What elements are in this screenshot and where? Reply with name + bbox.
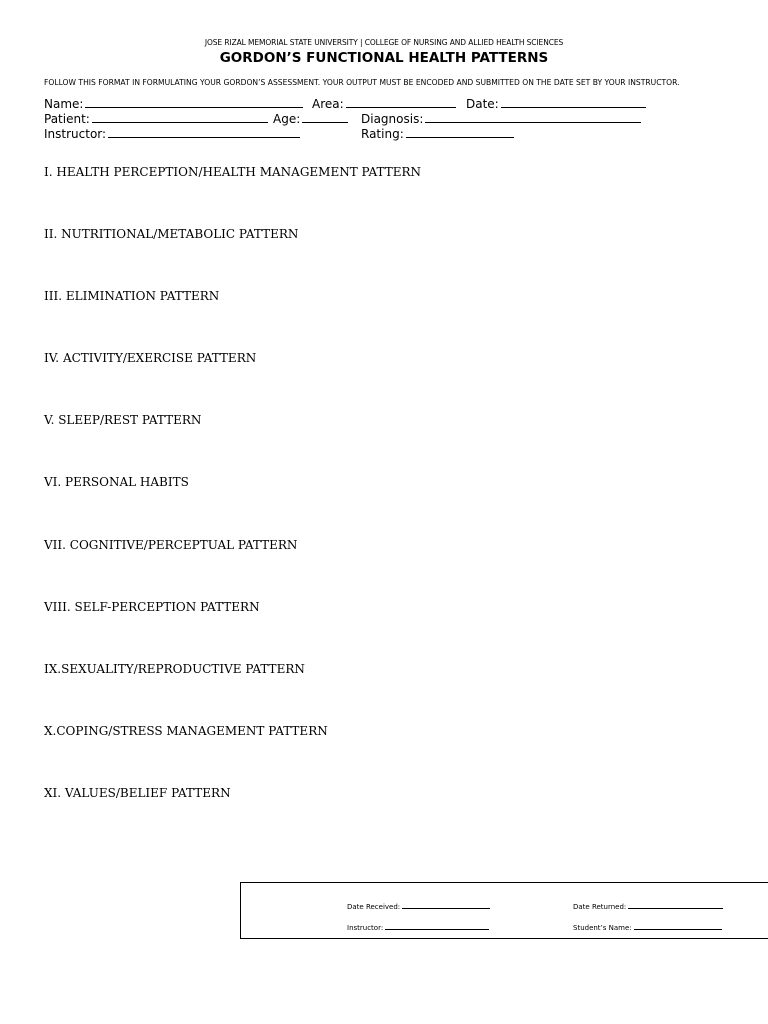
rating-field	[361, 127, 514, 141]
section-heading: IX.SEXUALITY/REPRODUCTIVE PATTERN	[44, 662, 305, 676]
area-label: Area:	[312, 97, 344, 111]
footer-instructor-blank[interactable]	[385, 922, 489, 930]
date-received-label: Date Received:	[347, 903, 401, 911]
section-heading: VIII. SELF-PERCEPTION PATTERN	[44, 600, 260, 614]
patient-label: Patient:	[44, 112, 90, 126]
area-field	[312, 97, 456, 111]
section-heading: V. SLEEP/REST PATTERN	[44, 413, 202, 427]
submission-box	[240, 882, 768, 939]
section-heading: VII. COGNITIVE/PERCEPTUAL PATTERN	[44, 538, 298, 552]
students-name-field	[573, 922, 722, 932]
section-heading: IV. ACTIVITY/EXERCISE PATTERN	[44, 351, 257, 365]
instructions: FOLLOW THIS FORMAT IN FORMULATING YOUR GORDON’S ASSESSMENT. YOUR OUTPUT MUST BE ENCODED AND SUBMITTED ON THE DATE SET BY YOUR INSTRUCTOR.	[44, 78, 680, 87]
date-returned-field	[573, 901, 723, 911]
name-field	[44, 97, 303, 111]
rating-label: Rating:	[361, 127, 404, 141]
date-received-blank[interactable]	[402, 901, 490, 909]
name-label: Name:	[44, 97, 84, 111]
section-heading: I. HEALTH PERCEPTION/HEALTH MANAGEMENT PATTERN	[44, 165, 422, 179]
students-name-label: Student’s Name:	[573, 924, 632, 932]
students-name-blank[interactable]	[634, 922, 722, 930]
diagnosis-label: Diagnosis:	[361, 112, 424, 126]
document-title: GORDON’S FUNCTIONAL HEALTH PATTERNS	[219, 50, 549, 66]
section-heading: VI. PERSONAL HABITS	[44, 475, 189, 489]
instructor-blank[interactable]	[108, 127, 300, 138]
patient-blank[interactable]	[92, 112, 268, 123]
date-returned-blank[interactable]	[628, 901, 723, 909]
footer-instructor-field	[347, 922, 489, 932]
diagnosis-blank[interactable]	[425, 112, 641, 123]
footer-instructor-label: Instructor:	[347, 924, 384, 932]
rating-blank[interactable]	[406, 127, 514, 138]
name-blank[interactable]	[85, 97, 303, 108]
area-blank[interactable]	[346, 97, 456, 108]
age-blank[interactable]	[302, 112, 348, 123]
section-heading: III. ELIMINATION PATTERN	[44, 289, 220, 303]
section-heading: XI. VALUES/BELIEF PATTERN	[44, 786, 231, 800]
patient-field	[44, 112, 268, 126]
section-heading: II. NUTRITIONAL/METABOLIC PATTERN	[44, 227, 299, 241]
section-heading: X.COPING/STRESS MANAGEMENT PATTERN	[44, 724, 328, 738]
instructor-field	[44, 127, 300, 141]
university-header: JOSE RIZAL MEMORIAL STATE UNIVERSITY | COLLEGE OF NURSING AND ALLIED HEALTH SCIENCES	[204, 38, 564, 47]
date-received-field	[347, 901, 490, 911]
instructor-label: Instructor:	[44, 127, 107, 141]
date-blank[interactable]	[501, 97, 646, 108]
date-label: Date:	[466, 97, 499, 111]
diagnosis-field	[361, 112, 641, 126]
date-returned-label: Date Returned:	[573, 903, 627, 911]
age-label: Age:	[273, 112, 301, 126]
date-field	[466, 97, 646, 111]
age-field	[273, 112, 348, 126]
